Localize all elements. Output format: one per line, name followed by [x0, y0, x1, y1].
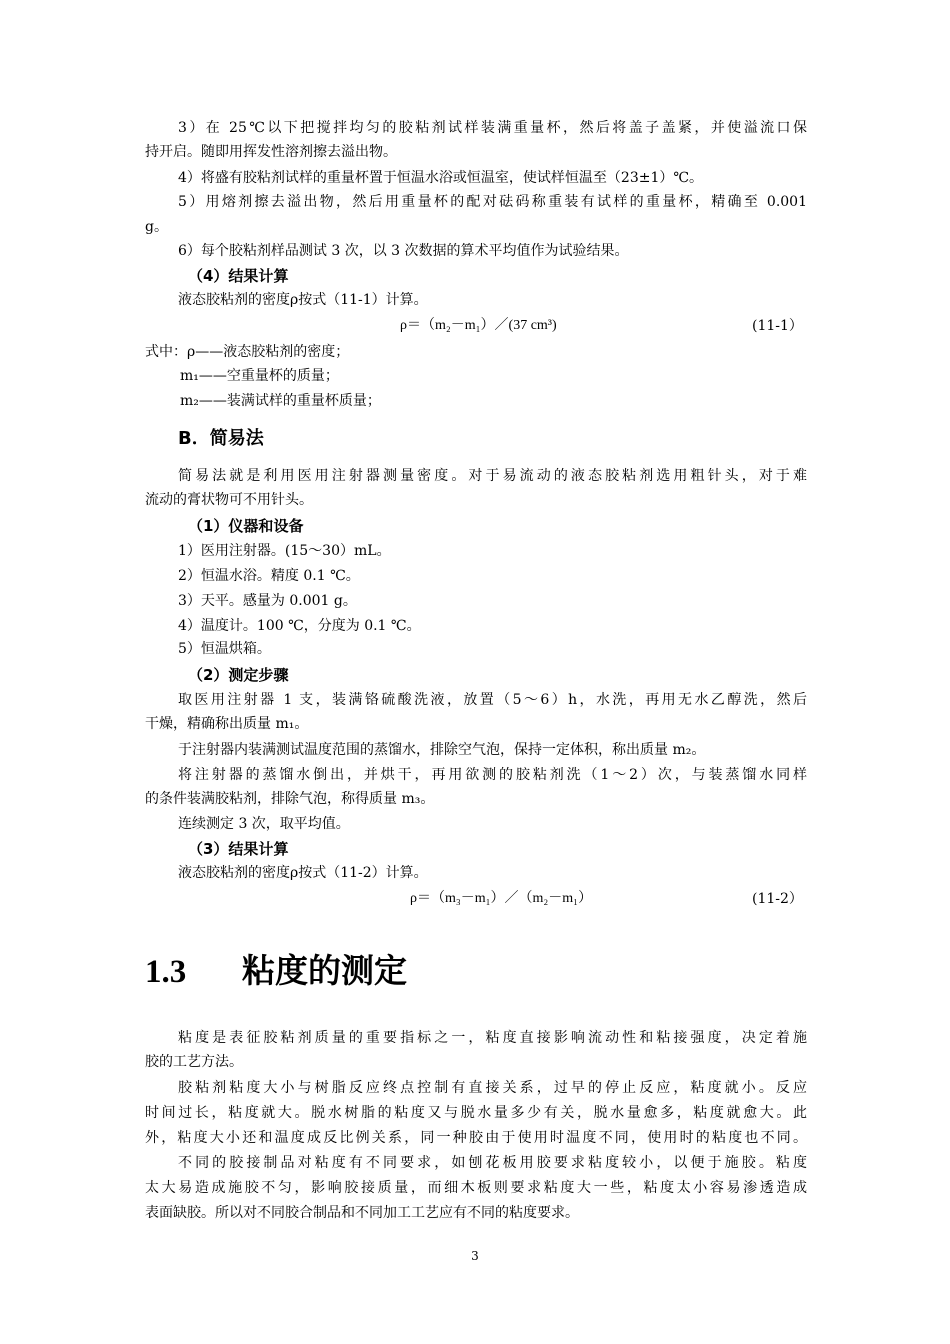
- text-line: 液态胶粘剂的密度ρ按式（11-1）计算。: [178, 292, 428, 308]
- section-heading-b: B．简易法: [178, 428, 264, 449]
- text-line: 表面缺胶。所以对不同胶合制品和不同加工工艺应有不同的粘度要求。: [145, 1205, 579, 1221]
- section-number: 1.3: [145, 954, 187, 990]
- text-line: 不同的胶接制品对粘度有不同要求，如刨花板用胶要求粘度较小，以便于施胶。粘度: [178, 1155, 807, 1171]
- section-title: 粘度的测定: [242, 951, 407, 990]
- text-line: 取医用注射器 1 支，装满铬硫酸洗液，放置（5～6）h，水洗，再用无水乙醇洗，然后: [178, 692, 807, 708]
- text-line: 粘度是表征胶粘剂质量的重要指标之一，粘度直接影响流动性和粘接强度，决定着施: [178, 1030, 807, 1046]
- subheading: （4）结果计算: [188, 267, 289, 285]
- formula-11-2: ρ＝（m₃－m₁）／（m₂－m₁）: [410, 891, 593, 906]
- subheading: （1）仪器和设备: [188, 517, 304, 535]
- section-heading-1-3: [145, 946, 407, 997]
- text-line: 连续测定 3 次，取平均值。: [178, 816, 350, 832]
- page-number: 3: [471, 1249, 479, 1263]
- equation-number: (11-1）: [752, 318, 803, 334]
- text-line: 5）用熔剂擦去溢出物，然后用重量杯的配对砝码称重装有试样的重量杯，精确至 0.001: [178, 194, 807, 210]
- text-line: 时间过长，粘度就大。脱水树脂的粘度又与脱水量多少有关，脱水量愈多，粘度就愈大。此: [145, 1105, 807, 1121]
- text-line: m₁——空重量杯的质量；: [180, 368, 339, 384]
- text-line: 胶的工艺方法。: [145, 1054, 243, 1070]
- text-line: 流动的膏状物可不用针头。: [145, 492, 313, 508]
- subheading: （2）测定步骤: [188, 666, 289, 684]
- text-line: 太大易造成施胶不匀，影响胶接质量，而细木板则要求粘度大一些，粘度太小容易渗透造成: [145, 1180, 807, 1196]
- text-line: 的条件装满胶粘剂，排除气泡，称得质量 m₃。: [145, 791, 435, 807]
- text-line: 胶粘剂粘度大小与树脂反应终点控制有直接关系，过早的停止反应，粘度就小。反应: [178, 1080, 807, 1096]
- text-line: g。: [145, 219, 168, 235]
- text-line: 3）天平。感量为 0.001 g。: [178, 593, 357, 609]
- text-line: 将注射器的蒸馏水倒出，并烘干，再用欲测的胶粘剂洗（1～2）次，与装蒸馏水同样: [178, 767, 807, 783]
- text-line: 5）恒温烘箱。: [178, 641, 271, 657]
- equation-number: (11-2）: [752, 891, 803, 907]
- subheading: （3）结果计算: [188, 840, 289, 858]
- text-line: m₂——装满试样的重量杯质量；: [180, 393, 381, 409]
- text-line: 外，粘度大小还和温度成反比例关系，同一种胶由于使用时温度不同，使用时的粘度也不同。: [145, 1130, 807, 1146]
- text-line: 1）医用注射器。(15～30）mL。: [178, 543, 391, 559]
- text-line: 2）恒温水浴。精度 0.1 ℃。: [178, 568, 360, 584]
- text-line: 简易法就是利用医用注射器测量密度。对于易流动的液态胶粘剂选用粗针头，对于难: [178, 468, 807, 484]
- text-line: 于注射器内装满测试温度范围的蒸馏水，排除空气泡，保持一定体积，称出质量 m₂。: [178, 742, 706, 758]
- text-line: 4）温度计。100 ℃，分度为 0.1 ℃。: [178, 618, 421, 634]
- text-line: 液态胶粘剂的密度ρ按式（11-2）计算。: [178, 865, 428, 881]
- text-line: 式中：ρ——液态胶粘剂的密度；: [145, 344, 350, 360]
- formula-11-1: ρ＝（m₂－m₁）／(37 cm³): [400, 318, 557, 333]
- text-line: 6）每个胶粘剂样品测试 3 次，以 3 次数据的算术平均值作为试验结果。: [178, 243, 629, 259]
- text-line: 持开启。随即用挥发性溶剂擦去溢出物。: [145, 144, 397, 160]
- text-line: 3）在 25℃以下把搅拌均匀的胶粘剂试样装满重量杯，然后将盖子盖紧，并使溢流口保: [178, 120, 807, 136]
- text-line: 干燥，精确称出质量 m₁。: [145, 716, 309, 732]
- text-line: 4）将盛有胶粘剂试样的重量杯置于恒温水浴或恒温室，使试样恒温至（23±1）℃。: [178, 170, 704, 186]
